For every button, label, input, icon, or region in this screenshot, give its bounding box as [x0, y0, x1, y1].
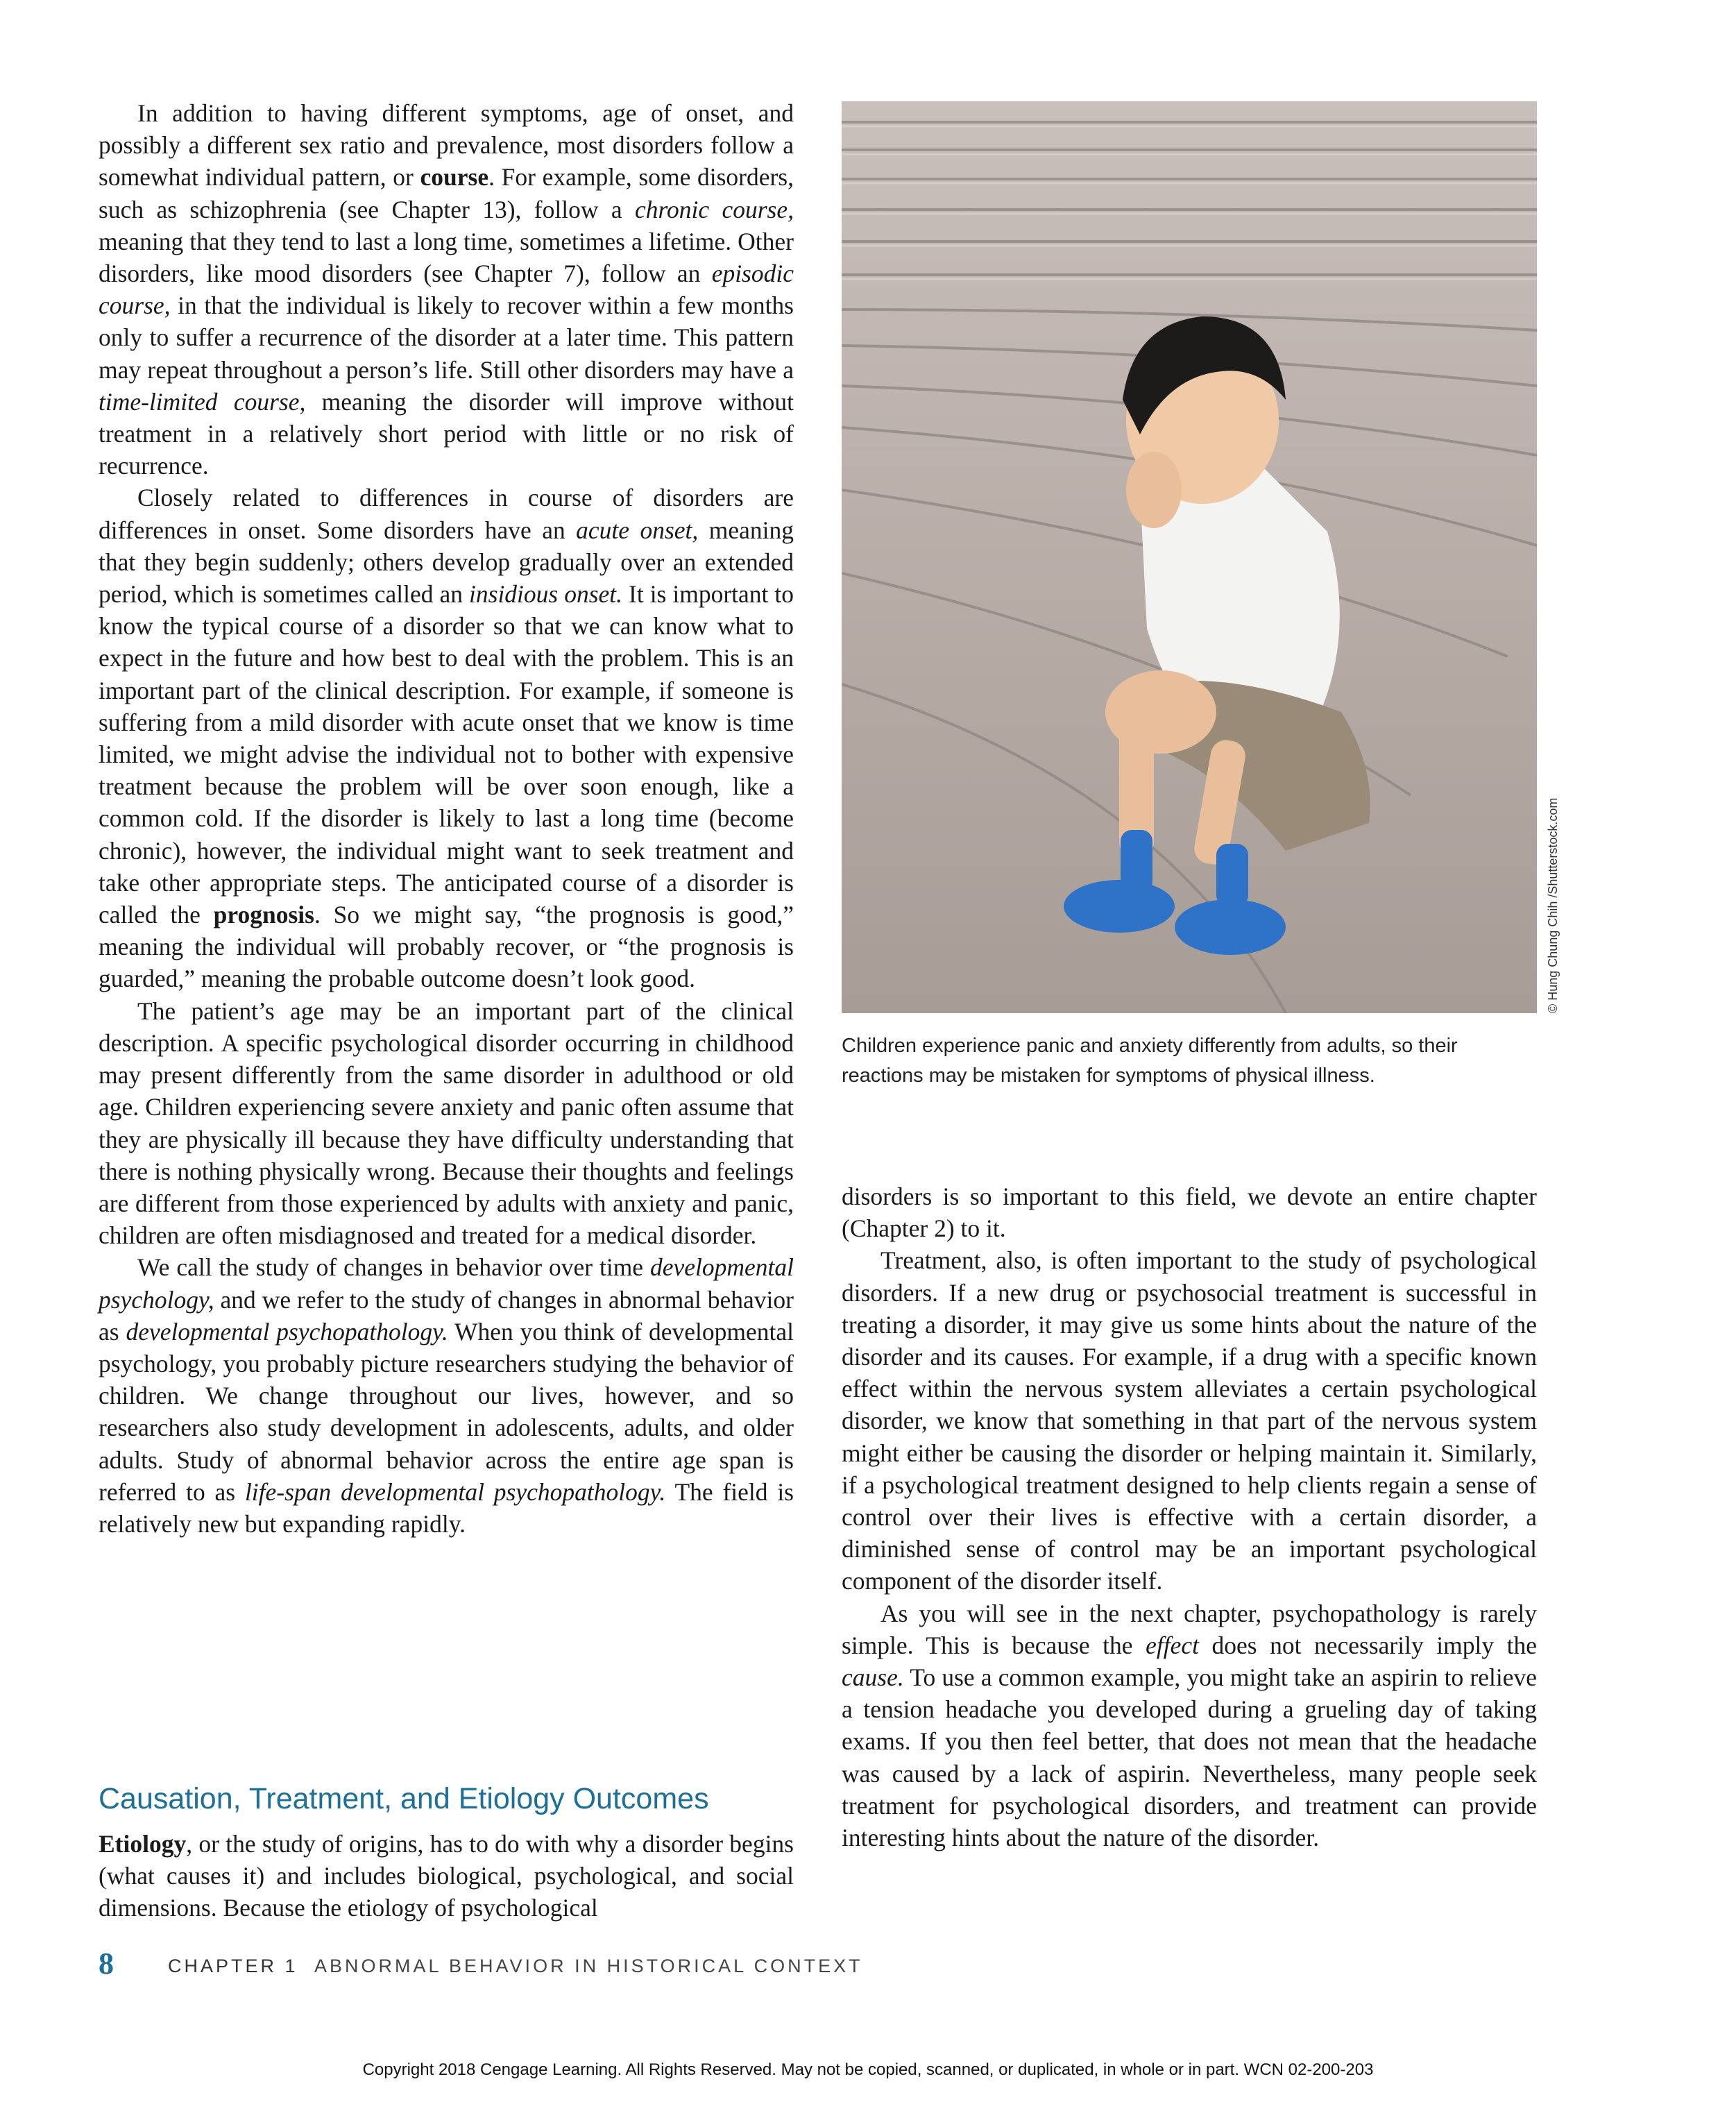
text-span: , or the study of origins, has to do with why a disorder begins (what causes it) and includes biological, psychological, and social dimensions. Because the etiology of psychological	[99, 1830, 794, 1922]
figure-caption: Children experience panic and anxiety differently from adults, so their reactions may be mistaken for symptoms of physical illness.	[842, 1035, 1458, 1087]
chapter-label: CHAPTER 1	[168, 1956, 298, 1976]
text-span: As you will see in the next chapter, psychopathology is rarely simple. This is because the	[842, 1599, 1537, 1659]
term-acute-onset: acute onset,	[576, 516, 699, 544]
term-effect: effect	[1146, 1631, 1199, 1659]
paragraph-treatment: Treatment, also, is often important to the study of psychological disorders. If a new drug or psychosocial treatment is successful in treating a disorder, it may give us some hints about the nature of the disorder and its causes. For example, if a drug with a specific known effect within the nervous system alleviates a certain psychological disorder, we know that something in that part of the nervous system might either be causing the disorder or helping maintain it. Similarly, if a psychological treatment designed to help clients regain a sense of control over their lives is effective with a certain disorder, a diminished sense of control may be an important psychological component of the disorder itself.	[842, 1246, 1537, 1595]
etiology-block	[99, 1828, 794, 1924]
term-insidious-onset: insidious onset.	[469, 580, 623, 609]
text-span: To use a common example, you might take an aspirin to relieve a tension headache you developed during a grueling day of taking exams. If you then feel better, that does not mean that the headache was caused by a lack of aspirin. Nevertheless, many people seek treatment for psychological disorders, and treatment can provide interesting hints about the nature of the disorder.	[842, 1663, 1537, 1852]
text-span: It is important to know the typical course of a disorder so that we can know what to expect in the future and how best to deal with the problem. This is an important part of the clinical description. For example, if someone is suffering from a mild disorder with acute onset that we know is time limited, we might advise the individual not to bother with expensive treatment because the problem will be over soon enough, like a common cold. If the disorder is likely to last a long time (become chronic), however, the individual might want to seek treatment and take other appropriate steps. The anticipated course of a disorder is called the	[99, 580, 794, 929]
paragraph-age: The patient’s age may be an important part of the clinical description. A specific psychological disorder occurring in childhood may present differently from the same disorder in adulthood or old age. Children experiencing severe anxiety and panic often assume that they are physically ill because they have difficulty understanding that there is nothing physically wrong. Because their thoughts and feelings are different from those experienced by adults with anxiety and panic, children are often misdiagnosed and treated for a medical disorder.	[99, 997, 794, 1250]
paragraph-etiology	[99, 1828, 794, 1924]
text-span: in that the individual is likely to recover within a few months only to suffer a recurrence of the disorder at a later time. This pattern may repeat throughout a person’s life. Still other disorders may have a	[99, 291, 794, 384]
page-number: 8	[99, 1947, 114, 1981]
text-span: meaning that they begin suddenly; others develop gradually over an extended period, which is sometimes called an	[99, 516, 794, 609]
term-cause: cause.	[842, 1663, 904, 1692]
term-episodic-course: episodic course,	[99, 260, 794, 320]
text-span: does not necessarily imply the	[1198, 1631, 1537, 1659]
term-developmental-psychology: developmental psychology,	[99, 1253, 794, 1314]
term-developmental-psychopathology: developmental psychopathology.	[126, 1317, 448, 1346]
term-life-span-psychopathology: life-span developmental psychopathology.	[244, 1477, 666, 1506]
text-span: and we refer to the study of changes in abnormal behavior as	[99, 1285, 794, 1346]
figure	[842, 101, 1537, 1013]
section-heading: Causation, Treatment, and Etiology Outcomes	[99, 1782, 709, 1815]
term-etiology: Etiology	[99, 1830, 187, 1858]
paragraph-etiology-cont: disorders is so important to this field, we devote an entire chapter (Chapter 2) to it.	[842, 1182, 1537, 1243]
right-column	[842, 1180, 1537, 1854]
text-span: We call the study of changes in behavior over time	[137, 1253, 650, 1282]
text-span: The field is relatively new but expanding rapidly.	[99, 1477, 794, 1538]
text-span: . For example, some disorders, such as schizophrenia (see Chapter 13), follow a	[99, 163, 794, 223]
paragraph-course	[99, 97, 794, 482]
photo-credit: © Hung Chung Chih /Shutterstock.com	[1546, 797, 1560, 1013]
term-course: course	[420, 163, 489, 192]
paragraph-effect-cause	[842, 1597, 1537, 1854]
text-span: When you think of developmental psychology, you probably picture researchers studying the behavior of children. We change throughout our lives, however, and so researchers also study development in adolescents, adults, and older adults. Study of abnormal behavior across the entire age span is referred to as	[99, 1317, 794, 1506]
chapter-title: ABNORMAL BEHAVIOR IN HISTORICAL CONTEXT	[314, 1956, 863, 1976]
left-column	[99, 97, 794, 1540]
term-time-limited-course: time-limited course,	[99, 387, 306, 416]
text-span: In addition to having different symptoms, age of onset, and possibly a different sex ratio and prevalence, most disorders follow a somewhat individual pattern, or	[99, 99, 794, 192]
photo-child-on-stairs	[842, 101, 1537, 1013]
term-prognosis: prognosis	[213, 901, 314, 929]
term-chronic-course: chronic course,	[634, 195, 794, 223]
text-span: meaning the disorder will improve without treatment in a relatively short period with little or no risk of recurrence.	[99, 387, 794, 480]
paragraph-developmental	[99, 1251, 794, 1540]
text-span: meaning that they tend to last a long time, sometimes a lifetime. Other disorders, like mood disorders (see Chapter 7), follow an	[99, 227, 794, 288]
paragraph-onset	[99, 482, 794, 994]
text-span: . So we might say, “the prognosis is good,” meaning the individual will probably recover, or “the prognosis is guarded,” meaning the probable outcome doesn’t look good.	[99, 901, 794, 993]
copyright-notice: Copyright 2018 Cengage Learning. All Rights Reserved. May not be copied, scanned, or duplicated, in whole or in part. WCN 02-200-203	[362, 2060, 1374, 2079]
text-span: Closely related to differences in course of disorders are differences in onset. Some disorders have an	[99, 484, 794, 544]
